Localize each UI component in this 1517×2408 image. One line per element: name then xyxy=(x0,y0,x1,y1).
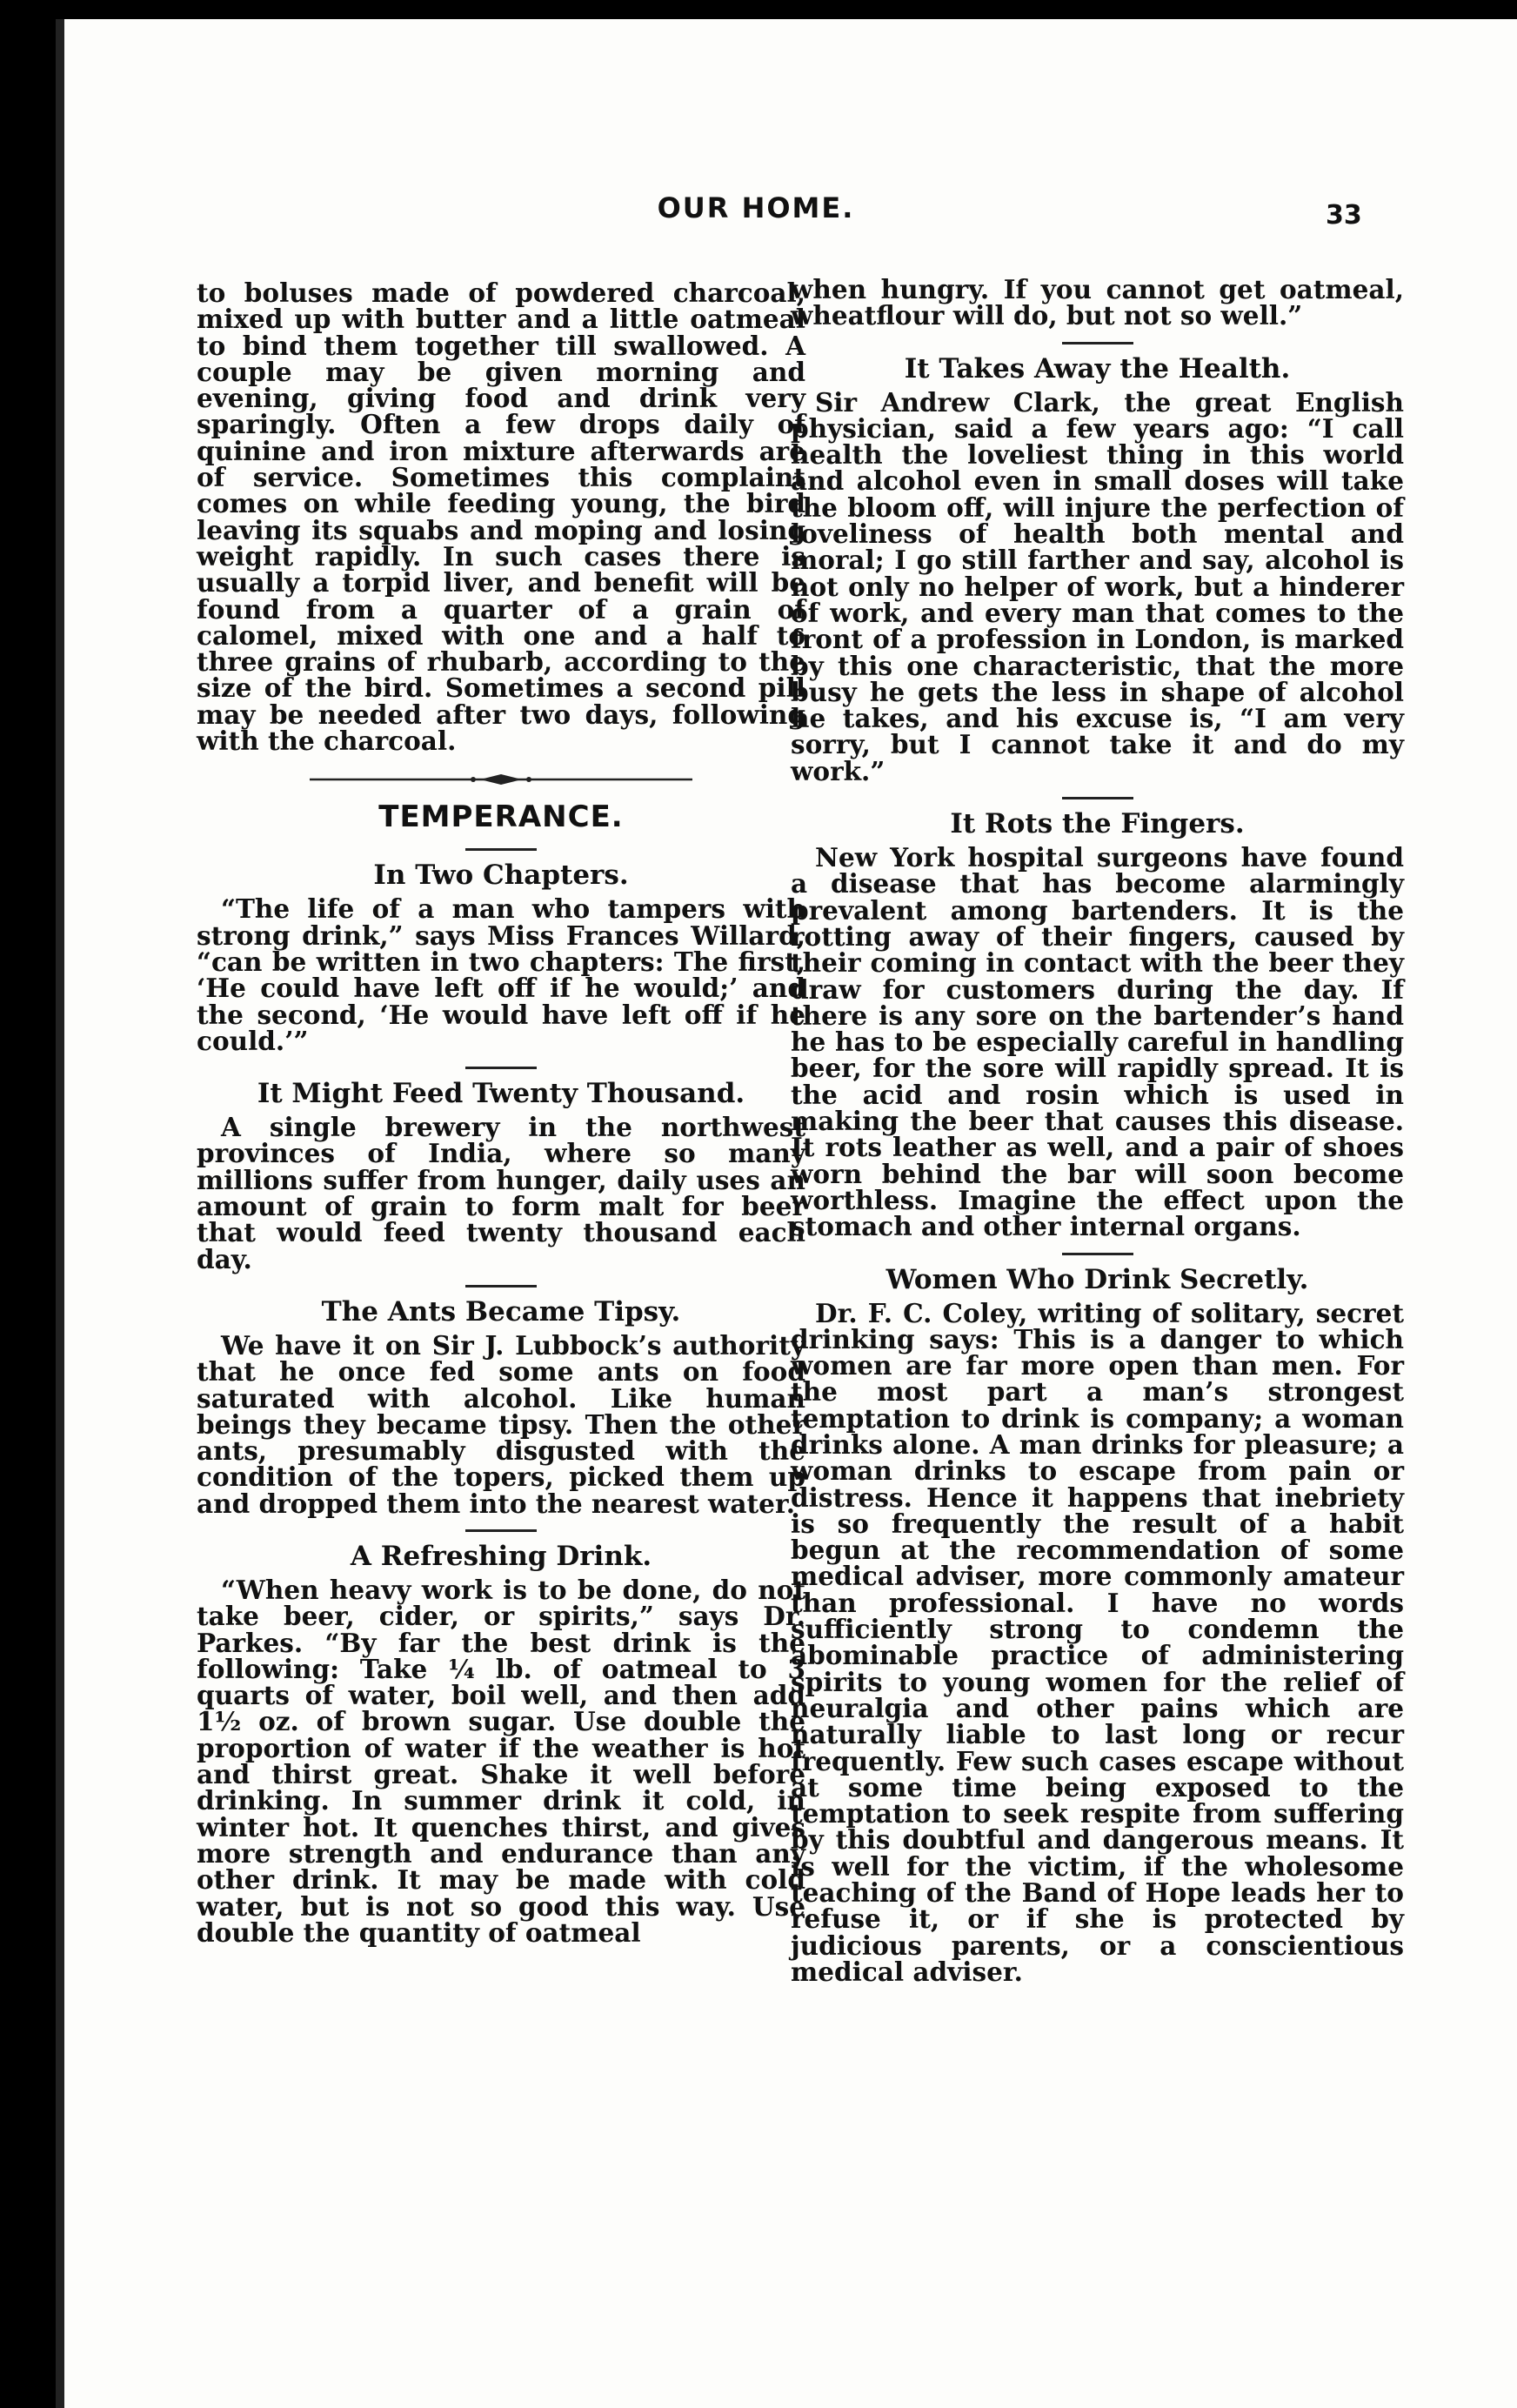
left-column xyxy=(197,280,805,1946)
page xyxy=(56,19,1517,2408)
article-body: “When heavy work is to be done, do not take beer, cider, or spirits,” says Dr. Parkes. “By far the best drink is the following: Take ¼ lb. of oatmeal to 3 quarts of water, boil well, and then add 1½ oz. of brown sugar. Use double the proportion of water if the weather is hot and thirst great. Shake it well before drinking. In summer drink it cold, in winter hot. It quenches thirst, and gives more strength and endurance than any other drink. It may be made with cold water, but is not so good this way. Use double the quantity of oatmeal xyxy=(197,1574,805,1948)
article-title: It Might Feed Twenty Thousand. xyxy=(257,1078,745,1110)
rule-divider xyxy=(1062,797,1133,799)
article-body: A single brewery in the northwest provinces of India, where so many millions suffer from hunger, daily uses an amount of grain to form malt for beer that would feed twenty thousand each day. xyxy=(197,1112,805,1274)
article-body: “The life of a man who tampers with strong drink,” says Miss Frances Willard, “can be written in two chapters: The first, ‘He could have left off if he would;’ and the second, ‘He would have left off if he could.’” xyxy=(197,893,805,1056)
article-body: We have it on Sir J. Lubbock’s authority that he once fed some ants on food saturated with alcohol. Like human beings they became tipsy. Then the other ants, presumably disgusted with the condition of the topers, picked them up and dropped them into the nearest water. xyxy=(197,1329,805,1519)
article-body: Dr. F. C. Coley, writing of solitary, secret drinking says: This is a danger to which women are far more open than men. For the most part a man’s strongest temptation to drink is company; a woman drinks alone. A man drinks for pleasure; a woman drinks to escape from pain or distress. Hence it happens that inebriety is so frequently the result of a habit begun at the recommendation of some medical adviser, more commonly amateur than professional. I have no words sufficiently strong to condemn the abominable practice of administering spirits to young women for the relief of neuralgia and other pains which are naturally liable to last long or recur frequently. Few such cases escape without at some time being exposed to the temptation to seek respite from suffering by this doubtful and dangerous means. It is well for the victim, if the wholesome teaching of the Band of Hope leads her to refuse it, or if she is protected by judicious parents, or a conscientious medical adviser. xyxy=(791,1297,1404,1987)
article-title: Women Who Drink Secretly. xyxy=(885,1263,1309,1295)
article-title: It Rots the Fingers. xyxy=(950,808,1245,840)
rule-divider xyxy=(465,1285,537,1288)
article-title: A Refreshing Drink. xyxy=(350,1540,652,1572)
article-title: It Takes Away the Health. xyxy=(904,352,1291,385)
continued-paragraph: when hungry. If you cannot get oatmeal, wheatflour will do, but not so well.” xyxy=(791,274,1404,331)
rule-divider xyxy=(465,1067,537,1069)
page-number: 33 xyxy=(1326,200,1362,231)
article-title: The Ants Became Tipsy. xyxy=(321,1295,681,1328)
article-title: In Two Chapters. xyxy=(373,860,629,892)
right-column xyxy=(791,274,1404,1987)
article-body: Sir Andrew Clark, the great English physician, said a few years ago: “I call health the loveliest thing in this world and alcohol even in small doses will take the bloom off, will injure the perfection of loveliness of health both mental and moral; I go still farther and say, alcohol is not only no helper of work, but a hinderer of work, and every man that comes to the front of a profession in London, is marked by this one characteristic, that the more busy he gets the less in shape of alcohol he takes, and his excuse is, “I am very sorry, but I cannot take it and do my work.” xyxy=(791,386,1404,786)
rule-divider xyxy=(465,848,537,851)
article-body: New York hospital surgeons have found a disease that has become alarmingly prevalent among bartenders. It is the rotting away of their fingers, caused by their coming in contact with the beer they draw for customers during the day. If there is any sore on the bartender’s hand he has to be especially careful in handling beer, for the sore will rapidly spread. It is the acid and rosin which is used in making the beer that causes this disease. It rots leather as well, and a pair of shoes worn behind the bar will soon become worthless. Imagine the effect upon the stomach and other internal organs. xyxy=(791,842,1404,1242)
rule-divider xyxy=(1062,342,1133,344)
rule-divider xyxy=(465,1529,537,1532)
intro-paragraph: to boluses made of powdered charcoal, mixed up with butter and a little oatmeal to bind them together till swallowed. A couple may be given morning and evening, giving food and drink very sparingly. Often a few drops daily of quinine and iron mixture afterwards are of service. Sometimes this complaint comes on while feeding young, the bird leaving its squabs and moping and losing weight rapidly. In such cases there is usually a torpid liver, and benefit will be found from a quarter of a grain of calomel, mixed with one and a half to three grains of rhubarb, according to the size of the bird. Sometimes a second pill may be needed after two days, following with the charcoal. xyxy=(197,278,805,757)
book-spine-edge xyxy=(56,19,64,2408)
running-header: OUR HOME. xyxy=(657,191,855,224)
section-title: TEMPERANCE. xyxy=(378,799,624,835)
rule-divider xyxy=(1062,1253,1133,1255)
ornament-divider xyxy=(310,773,692,786)
